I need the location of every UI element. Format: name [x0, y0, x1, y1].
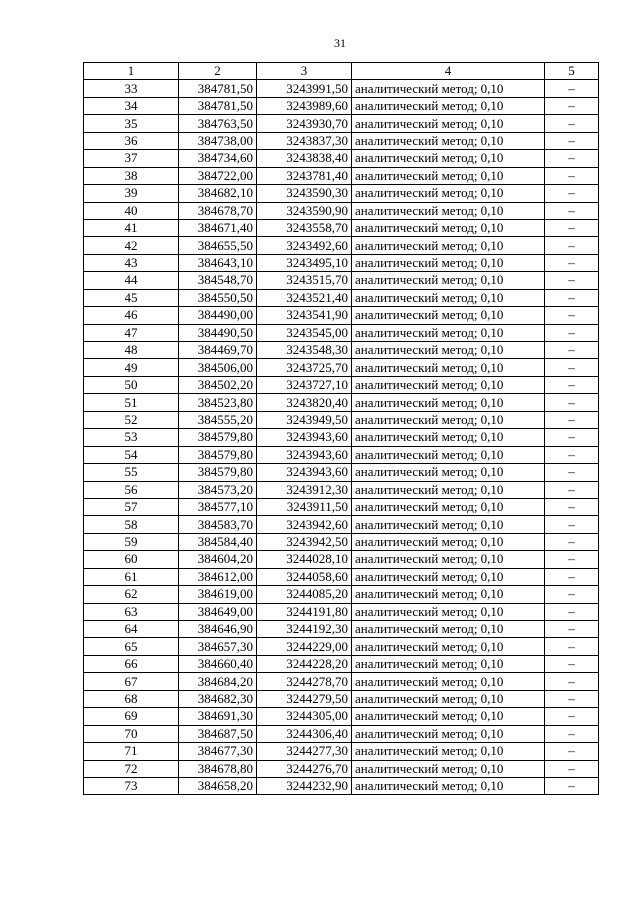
- point-number-cell: 57: [84, 498, 179, 515]
- note-cell: –: [545, 411, 599, 428]
- method-cell: аналитический метод; 0,10: [352, 324, 545, 341]
- table-row: [84, 533, 599, 550]
- table-row: [84, 621, 599, 638]
- table-row: [84, 743, 599, 760]
- point-number-cell: 61: [84, 568, 179, 585]
- table-row: [84, 272, 599, 289]
- table-row: [84, 760, 599, 777]
- x-coordinate-cell: 384619,00: [179, 586, 257, 603]
- point-number-cell: 39: [84, 185, 179, 202]
- y-coordinate-cell: 3244085,20: [257, 586, 352, 603]
- y-coordinate-cell: 3244277,30: [257, 743, 352, 760]
- y-coordinate-cell: 3244058,60: [257, 568, 352, 585]
- table-row: [84, 202, 599, 219]
- table-row: [84, 254, 599, 271]
- table-row: [84, 150, 599, 167]
- table-row: [84, 498, 599, 515]
- x-coordinate-cell: 384722,00: [179, 167, 257, 184]
- point-number-cell: 44: [84, 272, 179, 289]
- table-row: [84, 690, 599, 707]
- note-cell: –: [545, 132, 599, 149]
- point-number-cell: 69: [84, 708, 179, 725]
- x-coordinate-cell: 384548,70: [179, 272, 257, 289]
- note-cell: –: [545, 185, 599, 202]
- note-cell: –: [545, 342, 599, 359]
- method-cell: аналитический метод; 0,10: [352, 621, 545, 638]
- note-cell: –: [545, 533, 599, 550]
- method-cell: аналитический метод; 0,10: [352, 429, 545, 446]
- x-coordinate-cell: 384763,50: [179, 115, 257, 132]
- point-number-cell: 53: [84, 429, 179, 446]
- point-number-cell: 73: [84, 777, 179, 794]
- table-row: [84, 446, 599, 463]
- note-cell: –: [545, 708, 599, 725]
- table-row: [84, 359, 599, 376]
- y-coordinate-cell: 3243590,90: [257, 202, 352, 219]
- note-cell: –: [545, 551, 599, 568]
- y-coordinate-cell: 3243943,60: [257, 446, 352, 463]
- note-cell: –: [545, 638, 599, 655]
- note-cell: –: [545, 324, 599, 341]
- table-row: [84, 185, 599, 202]
- note-cell: –: [545, 743, 599, 760]
- note-cell: –: [545, 394, 599, 411]
- note-cell: –: [545, 376, 599, 393]
- note-cell: –: [545, 429, 599, 446]
- x-coordinate-cell: 384781,50: [179, 97, 257, 114]
- x-coordinate-cell: 384682,10: [179, 185, 257, 202]
- table-row: [84, 568, 599, 585]
- note-cell: –: [545, 621, 599, 638]
- note-cell: –: [545, 80, 599, 97]
- note-cell: –: [545, 760, 599, 777]
- y-coordinate-cell: 3243545,00: [257, 324, 352, 341]
- note-cell: –: [545, 167, 599, 184]
- y-coordinate-cell: 3243949,50: [257, 411, 352, 428]
- x-coordinate-cell: 384506,00: [179, 359, 257, 376]
- table-row: [84, 97, 599, 114]
- x-coordinate-cell: 384671,40: [179, 219, 257, 236]
- method-cell: аналитический метод; 0,10: [352, 394, 545, 411]
- method-cell: аналитический метод; 0,10: [352, 167, 545, 184]
- table-row: [84, 237, 599, 254]
- note-cell: –: [545, 481, 599, 498]
- y-coordinate-cell: 3244232,90: [257, 777, 352, 794]
- y-coordinate-cell: 3243820,40: [257, 394, 352, 411]
- note-cell: –: [545, 516, 599, 533]
- y-coordinate-cell: 3244028,10: [257, 551, 352, 568]
- point-number-cell: 34: [84, 97, 179, 114]
- y-coordinate-cell: 3243558,70: [257, 219, 352, 236]
- point-number-cell: 58: [84, 516, 179, 533]
- point-number-cell: 50: [84, 376, 179, 393]
- x-coordinate-cell: 384677,30: [179, 743, 257, 760]
- point-number-cell: 59: [84, 533, 179, 550]
- y-coordinate-cell: 3243548,30: [257, 342, 352, 359]
- note-cell: –: [545, 655, 599, 672]
- method-cell: аналитический метод; 0,10: [352, 551, 545, 568]
- x-coordinate-cell: 384655,50: [179, 237, 257, 254]
- method-cell: аналитический метод; 0,10: [352, 446, 545, 463]
- note-cell: –: [545, 289, 599, 306]
- y-coordinate-cell: 3243911,50: [257, 498, 352, 515]
- method-cell: аналитический метод; 0,10: [352, 516, 545, 533]
- table-row: [84, 324, 599, 341]
- x-coordinate-cell: 384584,40: [179, 533, 257, 550]
- table-row: [84, 167, 599, 184]
- x-coordinate-cell: 384490,00: [179, 307, 257, 324]
- point-number-cell: 64: [84, 621, 179, 638]
- method-cell: аналитический метод; 0,10: [352, 481, 545, 498]
- method-cell: аналитический метод; 0,10: [352, 655, 545, 672]
- y-coordinate-cell: 3244191,80: [257, 603, 352, 620]
- table-row: [84, 586, 599, 603]
- point-number-cell: 56: [84, 481, 179, 498]
- method-cell: аналитический метод; 0,10: [352, 237, 545, 254]
- point-number-cell: 40: [84, 202, 179, 219]
- y-coordinate-cell: 3243838,40: [257, 150, 352, 167]
- point-number-cell: 46: [84, 307, 179, 324]
- x-coordinate-cell: 384550,50: [179, 289, 257, 306]
- y-coordinate-cell: 3243989,60: [257, 97, 352, 114]
- method-cell: аналитический метод; 0,10: [352, 777, 545, 794]
- y-coordinate-cell: 3243942,60: [257, 516, 352, 533]
- method-cell: аналитический метод; 0,10: [352, 725, 545, 742]
- table-body: [84, 80, 599, 795]
- table-row: [84, 132, 599, 149]
- note-cell: –: [545, 115, 599, 132]
- y-coordinate-cell: 3243495,10: [257, 254, 352, 271]
- column-header-2: 2: [179, 63, 257, 80]
- table-row: [84, 725, 599, 742]
- x-coordinate-cell: 384573,20: [179, 481, 257, 498]
- method-cell: аналитический метод; 0,10: [352, 342, 545, 359]
- method-cell: аналитический метод; 0,10: [352, 185, 545, 202]
- point-number-cell: 49: [84, 359, 179, 376]
- method-cell: аналитический метод; 0,10: [352, 272, 545, 289]
- note-cell: –: [545, 219, 599, 236]
- table-row: [84, 219, 599, 236]
- table-row: [84, 638, 599, 655]
- y-coordinate-cell: 3243521,40: [257, 289, 352, 306]
- x-coordinate-cell: 384579,80: [179, 446, 257, 463]
- y-coordinate-cell: 3243943,60: [257, 429, 352, 446]
- note-cell: –: [545, 272, 599, 289]
- point-number-cell: 55: [84, 464, 179, 481]
- y-coordinate-cell: 3243991,50: [257, 80, 352, 97]
- x-coordinate-cell: 384577,10: [179, 498, 257, 515]
- y-coordinate-cell: 3244192,30: [257, 621, 352, 638]
- x-coordinate-cell: 384469,70: [179, 342, 257, 359]
- table-row: [84, 655, 599, 672]
- note-cell: –: [545, 359, 599, 376]
- y-coordinate-cell: 3243837,30: [257, 132, 352, 149]
- method-cell: аналитический метод; 0,10: [352, 690, 545, 707]
- x-coordinate-cell: 384678,80: [179, 760, 257, 777]
- table-row: [84, 603, 599, 620]
- method-cell: аналитический метод; 0,10: [352, 150, 545, 167]
- method-cell: аналитический метод; 0,10: [352, 376, 545, 393]
- point-number-cell: 54: [84, 446, 179, 463]
- x-coordinate-cell: 384658,20: [179, 777, 257, 794]
- method-cell: аналитический метод; 0,10: [352, 132, 545, 149]
- x-coordinate-cell: 384660,40: [179, 655, 257, 672]
- point-number-cell: 37: [84, 150, 179, 167]
- point-number-cell: 70: [84, 725, 179, 742]
- note-cell: –: [545, 150, 599, 167]
- table-row: [84, 551, 599, 568]
- x-coordinate-cell: 384579,80: [179, 464, 257, 481]
- y-coordinate-cell: 3243930,70: [257, 115, 352, 132]
- point-number-cell: 51: [84, 394, 179, 411]
- point-number-cell: 65: [84, 638, 179, 655]
- point-number-cell: 52: [84, 411, 179, 428]
- table-row: [84, 708, 599, 725]
- method-cell: аналитический метод; 0,10: [352, 289, 545, 306]
- x-coordinate-cell: 384649,00: [179, 603, 257, 620]
- note-cell: –: [545, 464, 599, 481]
- x-coordinate-cell: 384579,80: [179, 429, 257, 446]
- point-number-cell: 63: [84, 603, 179, 620]
- note-cell: –: [545, 603, 599, 620]
- coordinates-table: [83, 62, 599, 795]
- method-cell: аналитический метод; 0,10: [352, 254, 545, 271]
- y-coordinate-cell: 3244229,00: [257, 638, 352, 655]
- method-cell: аналитический метод; 0,10: [352, 760, 545, 777]
- method-cell: аналитический метод; 0,10: [352, 533, 545, 550]
- y-coordinate-cell: 3243781,40: [257, 167, 352, 184]
- y-coordinate-cell: 3243492,60: [257, 237, 352, 254]
- column-header-3: 3: [257, 63, 352, 80]
- y-coordinate-cell: 3244278,70: [257, 673, 352, 690]
- method-cell: аналитический метод; 0,10: [352, 219, 545, 236]
- x-coordinate-cell: 384523,80: [179, 394, 257, 411]
- table-row: [84, 115, 599, 132]
- method-cell: аналитический метод; 0,10: [352, 708, 545, 725]
- x-coordinate-cell: 384583,70: [179, 516, 257, 533]
- y-coordinate-cell: 3244276,70: [257, 760, 352, 777]
- point-number-cell: 42: [84, 237, 179, 254]
- y-coordinate-cell: 3243942,50: [257, 533, 352, 550]
- y-coordinate-cell: 3244228,20: [257, 655, 352, 672]
- y-coordinate-cell: 3243725,70: [257, 359, 352, 376]
- note-cell: –: [545, 97, 599, 114]
- method-cell: аналитический метод; 0,10: [352, 603, 545, 620]
- table-row: [84, 464, 599, 481]
- x-coordinate-cell: 384646,90: [179, 621, 257, 638]
- point-number-cell: 67: [84, 673, 179, 690]
- point-number-cell: 41: [84, 219, 179, 236]
- table-row: [84, 342, 599, 359]
- table-row: [84, 80, 599, 97]
- x-coordinate-cell: 384657,30: [179, 638, 257, 655]
- table-row: [84, 673, 599, 690]
- column-header-4: 4: [352, 63, 545, 80]
- table-row: [84, 777, 599, 794]
- note-cell: –: [545, 446, 599, 463]
- point-number-cell: 62: [84, 586, 179, 603]
- note-cell: –: [545, 586, 599, 603]
- x-coordinate-cell: 384643,10: [179, 254, 257, 271]
- y-coordinate-cell: 3244279,50: [257, 690, 352, 707]
- x-coordinate-cell: 384612,00: [179, 568, 257, 585]
- x-coordinate-cell: 384678,70: [179, 202, 257, 219]
- x-coordinate-cell: 384684,20: [179, 673, 257, 690]
- method-cell: аналитический метод; 0,10: [352, 638, 545, 655]
- point-number-cell: 38: [84, 167, 179, 184]
- y-coordinate-cell: 3243727,10: [257, 376, 352, 393]
- point-number-cell: 66: [84, 655, 179, 672]
- x-coordinate-cell: 384682,30: [179, 690, 257, 707]
- method-cell: аналитический метод; 0,10: [352, 307, 545, 324]
- table-row: [84, 481, 599, 498]
- point-number-cell: 43: [84, 254, 179, 271]
- method-cell: аналитический метод; 0,10: [352, 743, 545, 760]
- point-number-cell: 71: [84, 743, 179, 760]
- table-row: [84, 376, 599, 393]
- y-coordinate-cell: 3243590,30: [257, 185, 352, 202]
- page-number: 31: [334, 36, 346, 50]
- x-coordinate-cell: 384734,60: [179, 150, 257, 167]
- method-cell: аналитический метод; 0,10: [352, 80, 545, 97]
- note-cell: –: [545, 690, 599, 707]
- point-number-cell: 35: [84, 115, 179, 132]
- point-number-cell: 36: [84, 132, 179, 149]
- table-row: [84, 394, 599, 411]
- method-cell: аналитический метод; 0,10: [352, 359, 545, 376]
- note-cell: –: [545, 307, 599, 324]
- table-header-row: [84, 63, 599, 80]
- method-cell: аналитический метод; 0,10: [352, 464, 545, 481]
- y-coordinate-cell: 3244306,40: [257, 725, 352, 742]
- x-coordinate-cell: 384691,30: [179, 708, 257, 725]
- x-coordinate-cell: 384738,00: [179, 132, 257, 149]
- method-cell: аналитический метод; 0,10: [352, 411, 545, 428]
- note-cell: –: [545, 725, 599, 742]
- point-number-cell: 60: [84, 551, 179, 568]
- method-cell: аналитический метод; 0,10: [352, 115, 545, 132]
- y-coordinate-cell: 3244305,00: [257, 708, 352, 725]
- note-cell: –: [545, 777, 599, 794]
- column-header-5: 5: [545, 63, 599, 80]
- column-header-1: 1: [84, 63, 179, 80]
- x-coordinate-cell: 384555,20: [179, 411, 257, 428]
- x-coordinate-cell: 384687,50: [179, 725, 257, 742]
- note-cell: –: [545, 568, 599, 585]
- point-number-cell: 48: [84, 342, 179, 359]
- point-number-cell: 33: [84, 80, 179, 97]
- x-coordinate-cell: 384781,50: [179, 80, 257, 97]
- x-coordinate-cell: 384502,20: [179, 376, 257, 393]
- note-cell: –: [545, 673, 599, 690]
- note-cell: –: [545, 254, 599, 271]
- point-number-cell: 72: [84, 760, 179, 777]
- table-row: [84, 516, 599, 533]
- note-cell: –: [545, 498, 599, 515]
- y-coordinate-cell: 3243515,70: [257, 272, 352, 289]
- x-coordinate-cell: 384490,50: [179, 324, 257, 341]
- method-cell: аналитический метод; 0,10: [352, 568, 545, 585]
- point-number-cell: 45: [84, 289, 179, 306]
- note-cell: –: [545, 237, 599, 254]
- y-coordinate-cell: 3243943,60: [257, 464, 352, 481]
- method-cell: аналитический метод; 0,10: [352, 673, 545, 690]
- method-cell: аналитический метод; 0,10: [352, 586, 545, 603]
- method-cell: аналитический метод; 0,10: [352, 202, 545, 219]
- y-coordinate-cell: 3243912,30: [257, 481, 352, 498]
- table-row: [84, 307, 599, 324]
- method-cell: аналитический метод; 0,10: [352, 498, 545, 515]
- table-row: [84, 411, 599, 428]
- point-number-cell: 68: [84, 690, 179, 707]
- note-cell: –: [545, 202, 599, 219]
- method-cell: аналитический метод; 0,10: [352, 97, 545, 114]
- point-number-cell: 47: [84, 324, 179, 341]
- table-row: [84, 289, 599, 306]
- table-row: [84, 429, 599, 446]
- y-coordinate-cell: 3243541,90: [257, 307, 352, 324]
- x-coordinate-cell: 384604,20: [179, 551, 257, 568]
